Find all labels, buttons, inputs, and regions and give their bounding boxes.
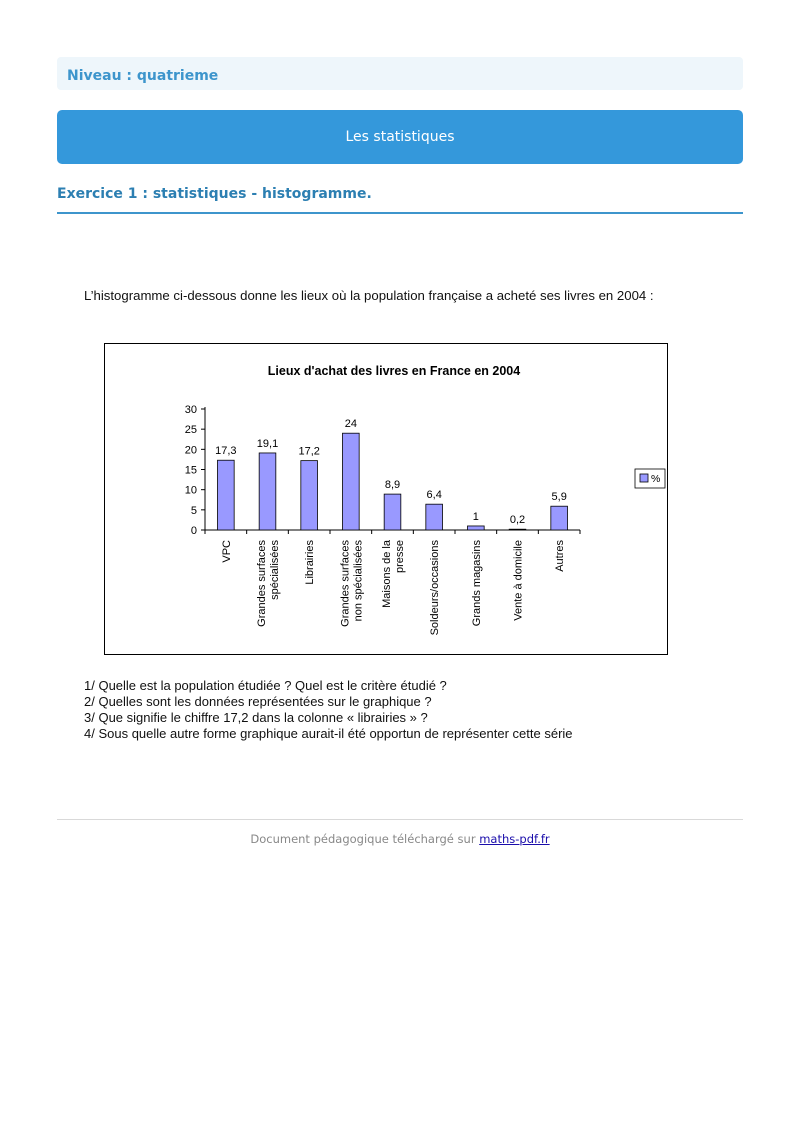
category-label-line: spécialisées [269,540,281,600]
data-label: 17,3 [215,445,237,458]
bar [259,453,276,530]
bar [218,460,235,530]
level-label: Niveau : quatrieme [67,68,219,84]
category-label [256,540,281,627]
footer-divider [57,819,743,820]
category-label-line: presse [394,540,406,574]
question-3: 3/ Que signifie le chiffre 17,2 dans la colonne « librairies » ? [84,710,428,725]
bar [426,504,443,530]
category-label [429,540,441,636]
exercise-title: Exercice 1 : statistiques - histogramme. [57,186,372,202]
data-label: 6,4 [426,489,442,502]
footer-link[interactable]: maths-pdf.fr [479,832,550,846]
level-box [57,57,743,90]
legend-box [635,469,665,488]
page-title: Les statistiques [345,129,455,145]
legend-swatch [640,474,648,482]
category-label [221,540,233,563]
question-1: 1/ Quelle est la population étudiée ? Quel est le critère étudié ? [84,678,447,693]
data-label: 24 [344,418,357,431]
category-label-line: Autres [554,540,567,572]
category-label-line: Librairies [304,540,317,585]
question-2: 2/ Quelles sont les données représentées sur le graphique ? [84,694,432,709]
footer-text: Document pédagogique téléchargé sur [250,832,480,846]
y-tick-label: 30 [184,404,197,416]
data-label: 5,9 [551,491,567,504]
category-label [471,540,483,627]
chart-frame [104,343,668,655]
exercise-divider [57,212,743,214]
bar [509,529,526,530]
chart-title: Lieux d'achat des livres en France en 2004 [267,364,521,378]
category-label-line: Vente à domicile [512,540,525,621]
bar [343,433,360,530]
y-tick-label: 15 [184,464,197,477]
y-tick-label: 10 [184,484,197,497]
exercise-content [84,288,694,748]
y-tick-label: 20 [184,444,197,457]
bar [384,494,401,530]
category-label [304,540,316,585]
question-list [84,678,694,742]
bar [468,526,485,530]
category-label-line: Grandes surfaces [339,540,352,627]
y-tick-label: 5 [190,504,197,517]
category-label-line: Grands magasins [470,540,483,627]
category-label [554,540,566,572]
footer [57,832,743,846]
category-label [339,540,364,627]
data-label: 8,9 [384,479,401,492]
question-4: 4/ Sous quelle autre forme graphique aurait-il été opportun de représenter cette série [84,726,573,741]
category-label-line: Soldeurs/occasions [429,540,442,636]
category-label-line: VPC [220,540,233,563]
data-label: 19,1 [256,437,279,450]
data-label: 1 [472,510,479,523]
y-tick-label: 25 [184,424,197,437]
data-label: 0,2 [509,514,526,527]
data-label: 17,2 [298,445,320,458]
category-label [381,539,406,608]
exercise-intro: L’histogramme ci-dessous donne les lieux où la population française a acheté ses livres en 2004 : [84,288,654,303]
y-tick-label: 0 [190,525,197,537]
page-title-banner [57,110,743,164]
legend-label: % [651,473,661,485]
category-label-line: Grandes surfaces [256,540,268,627]
bar [301,461,318,530]
bar [551,506,568,530]
bar-chart [105,344,669,656]
category-label-line: Maisons de la [381,540,393,608]
category-label-line: non spécialisées [352,540,365,622]
category-label [513,540,525,621]
